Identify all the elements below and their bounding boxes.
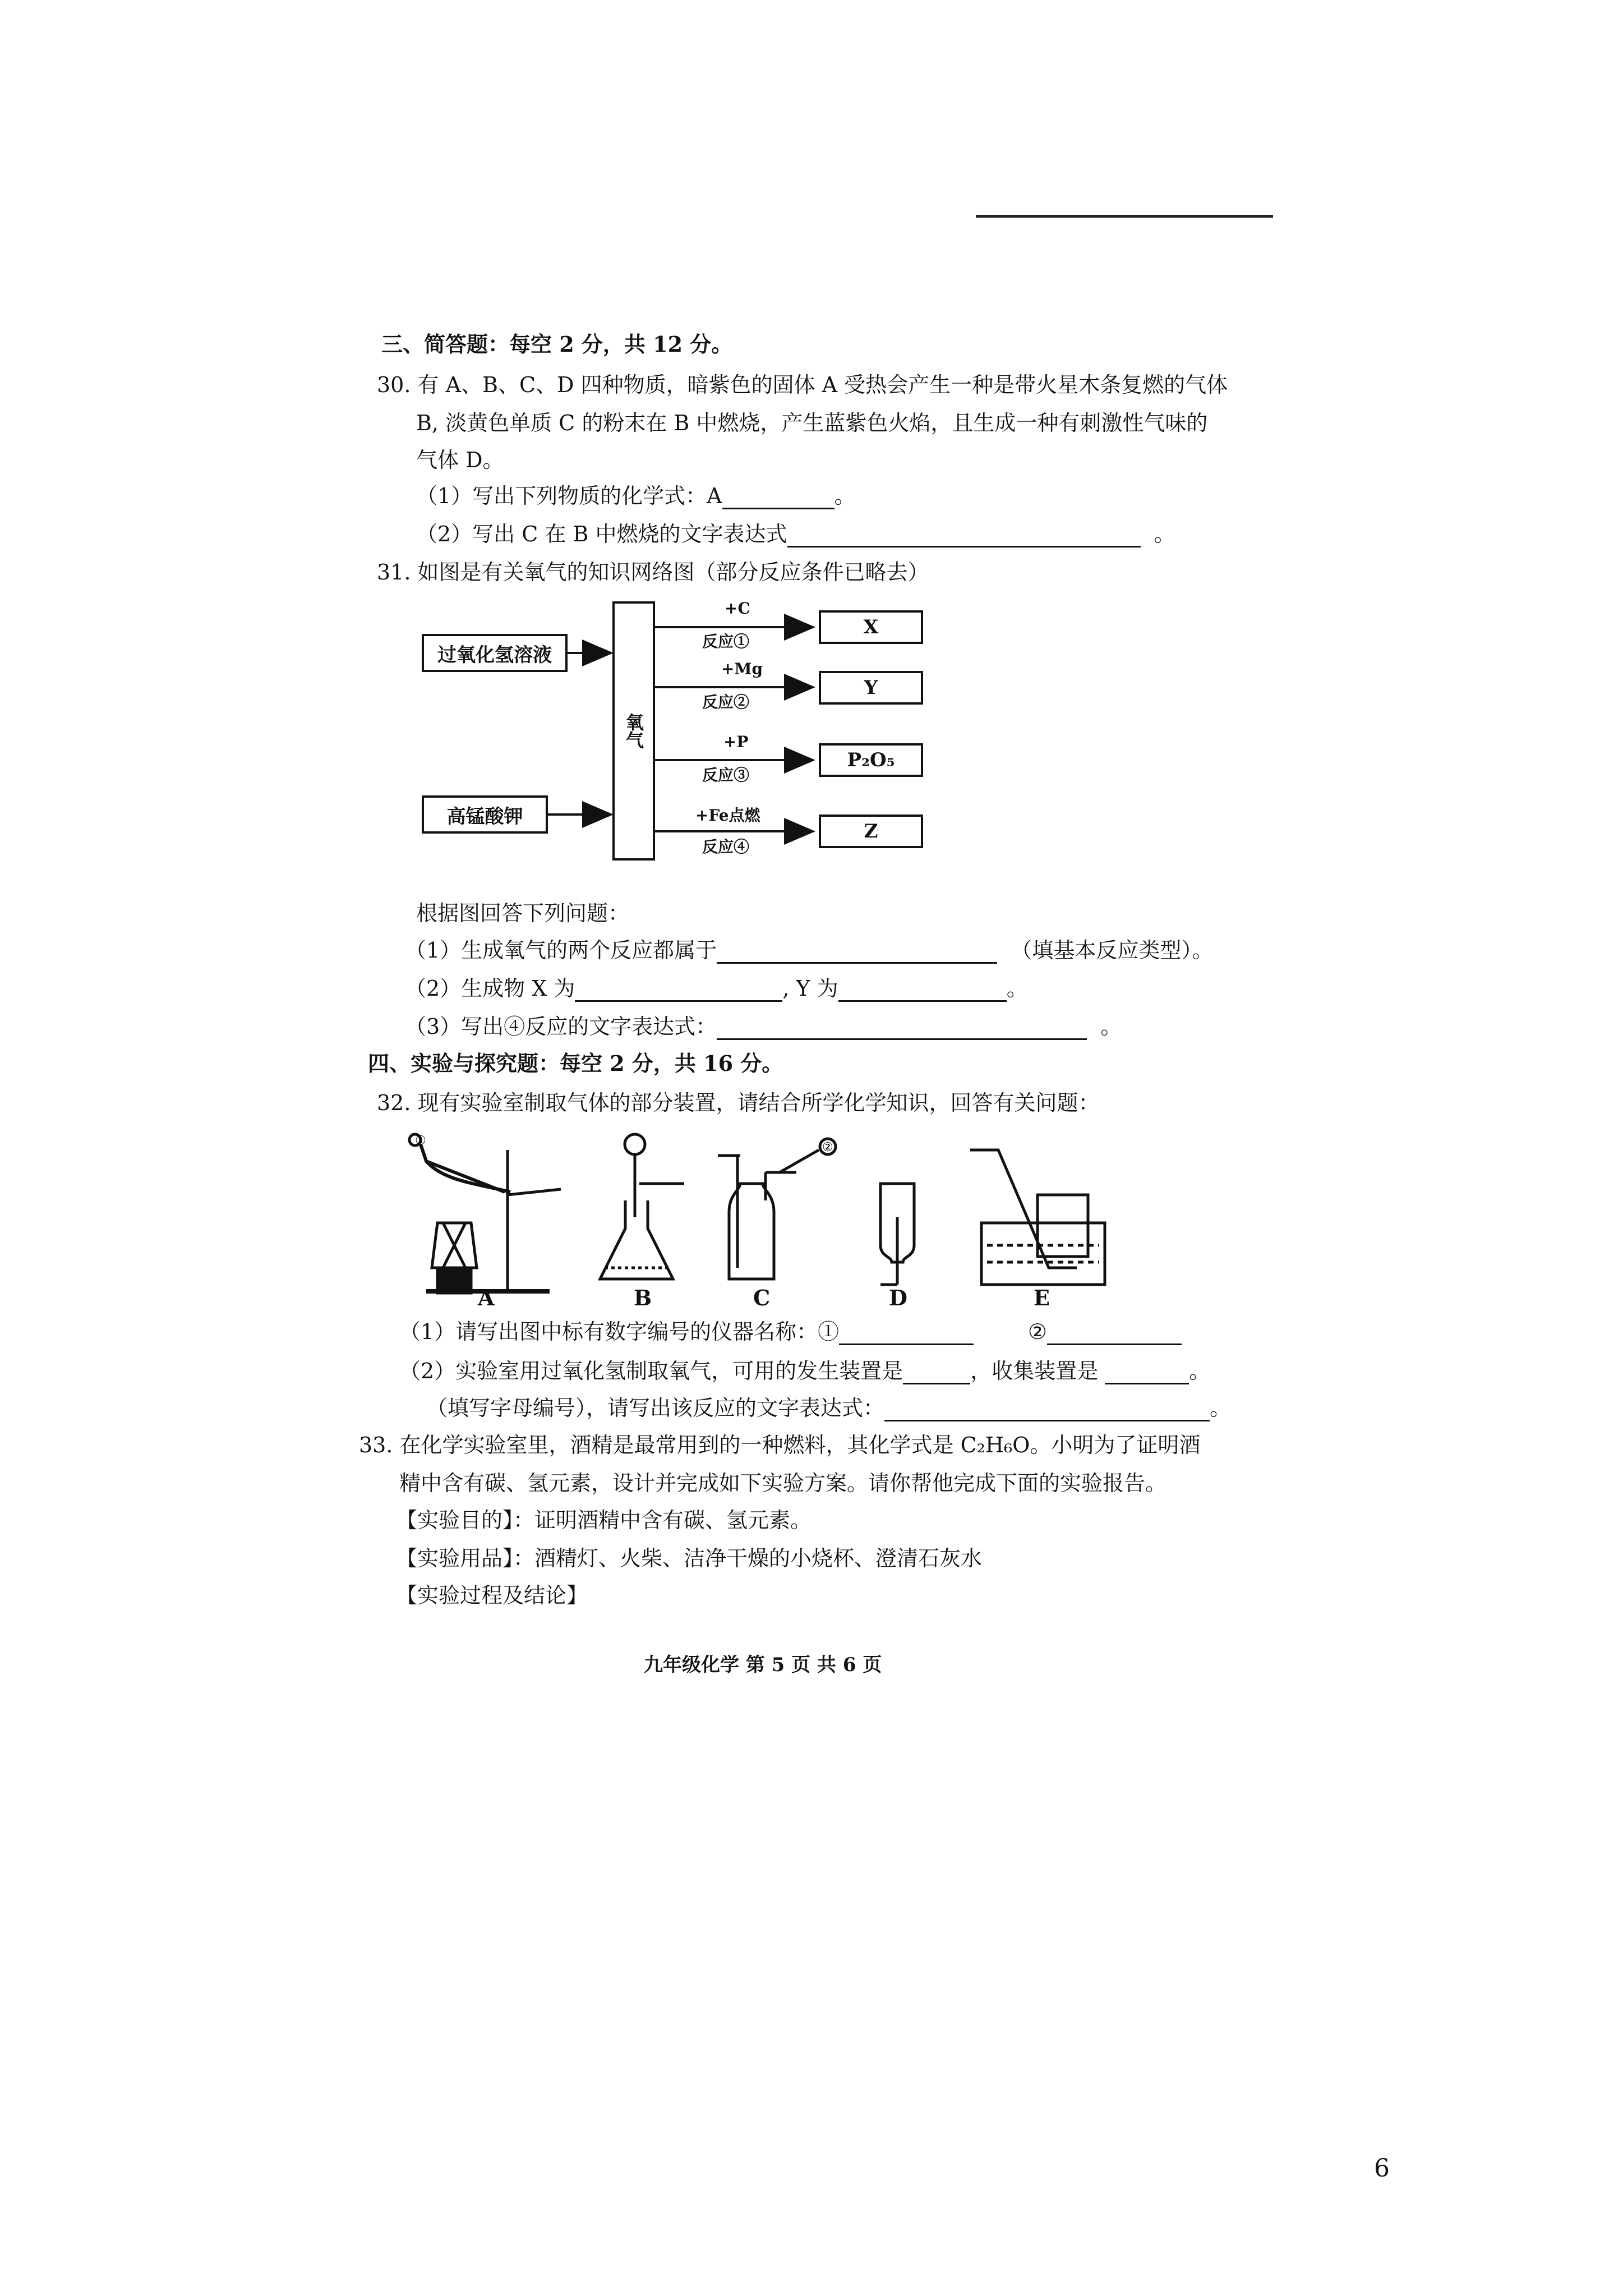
apparatus-a — [409, 1134, 561, 1293]
product-box-p2o5 — [819, 743, 923, 777]
q30-line1: 30. 有 A、B、C、D 四种物质，暗紫色的固体 A 受热会产生一种是带火星木条复燃的气体 — [377, 372, 1228, 397]
apparatus-label-e: E — [1034, 1285, 1050, 1310]
q31-sub2 — [405, 975, 1028, 1002]
q32-sub3-text: （填写字母编号），请写出该反应的文字表达式： — [426, 1396, 885, 1420]
apparatus-e — [970, 1150, 1105, 1285]
product-box-z — [819, 815, 923, 848]
apparatus-d — [880, 1184, 914, 1285]
page-footer: 九年级化学 第 5 页 共 6 页 — [644, 1654, 882, 1676]
q33-line2: 精中含有碳、氢元素，设计并完成如下实验方案。请你帮他完成下面的实验报告。 — [399, 1471, 1167, 1496]
label-mark1: ① — [415, 1134, 426, 1148]
product-x: X — [863, 616, 879, 638]
q32-sub2 — [399, 1358, 1210, 1384]
q33-line1: 33. 在化学实验室里，酒精是最常用到的一种燃料，其化学式是 C₂H₆O。小明为了证明酒 — [359, 1433, 1201, 1457]
q32-sub3-end: 。 — [1210, 1396, 1232, 1420]
q32-sub1-text: （1）请写出图中标有数字编号的仪器名称：① — [399, 1319, 840, 1344]
q32-sub3 — [426, 1395, 1231, 1421]
section3-heading: 三、简答题：每空 2 分，共 12 分。 — [381, 332, 733, 357]
product-p2o5: P₂O₅ — [847, 749, 895, 771]
q31-answer-type[interactable] — [717, 942, 997, 964]
reagent-3: +P — [723, 733, 749, 751]
q30-sub2-end: 。 — [1154, 522, 1175, 546]
apparatus-c — [718, 1139, 836, 1279]
q31-sub2a-text: （2）生成物 X 为 — [405, 976, 575, 1001]
page-number: 6 — [1374, 2154, 1390, 2183]
q32-answer-equation[interactable] — [884, 1400, 1210, 1421]
q32-answer-generator[interactable] — [903, 1363, 970, 1384]
q33-process: 【实验过程及结论】 — [396, 1583, 588, 1608]
q30-sub2-text: （2）写出 C 在 B 中燃烧的文字表达式 — [416, 522, 787, 546]
q31-sub3 — [405, 1013, 1122, 1040]
q33-purpose: 【实验目的】：证明酒精中含有碳、氢元素。 — [396, 1508, 812, 1533]
section4-heading: 四、实验与探究题：每空 2 分，共 16 分。 — [368, 1051, 783, 1076]
q32-sub2-text: （2）实验室用过氧化氢制取氧气，可用的发生装置是 — [399, 1359, 903, 1383]
source-label-kmno4: 高锰酸钾 — [446, 805, 523, 828]
q31-intro: 31. 如图是有关氧气的知识网络图（部分反应条件已略去） — [377, 560, 929, 585]
q31-answer-equation[interactable] — [717, 1018, 1087, 1040]
apparatus-label-d: D — [889, 1285, 907, 1310]
reaction-label-2: 反应② — [702, 693, 750, 711]
q31-prompt: 根据图回答下列问题： — [416, 901, 630, 926]
q31-answer-x[interactable] — [575, 980, 782, 1002]
q30-sub1-end: 。 — [834, 484, 856, 508]
q31-sub3-text: （3）写出④反应的文字表达式： — [405, 1014, 717, 1039]
q31-sub3-end: 。 — [1100, 1014, 1122, 1039]
product-y: Y — [864, 677, 878, 699]
apparatus-b — [600, 1134, 684, 1279]
reagent-2: +Mg — [721, 660, 763, 678]
reaction-label-3: 反应③ — [702, 766, 750, 784]
q31-sub1-text: （1）生成氧气的两个反应都属于 — [405, 938, 717, 963]
q33-materials: 【实验用品】：酒精灯、火柴、洁净干燥的小烧杯、澄清石灰水 — [396, 1546, 983, 1571]
apparatus-label-c: C — [753, 1285, 771, 1310]
reagent-1: +C — [725, 599, 750, 618]
q30-sub1-text: （1）写出下列物质的化学式：A — [416, 484, 722, 508]
q32-answer-1[interactable] — [839, 1323, 974, 1345]
label-mark2: ② — [822, 1140, 833, 1154]
oxygen-label: 氧气 — [623, 713, 644, 749]
q32-sub1-mid: ② — [1027, 1319, 1047, 1344]
q32-answer-collector[interactable] — [1105, 1363, 1189, 1384]
source-label-h2o2: 过氧化氢溶液 — [437, 643, 552, 666]
q31-sub2b-text: , Y 为 — [782, 976, 838, 1001]
q30-line2: B, 淡黄色单质 C 的粉末在 B 中燃烧，产生蓝紫色火焰，且生成一种有刺激性气味的 — [416, 411, 1208, 435]
reaction-label-1: 反应① — [702, 632, 750, 651]
q31-sub2-end: 。 — [1006, 976, 1028, 1001]
reagent-4: +Fe点燃 — [695, 806, 760, 825]
product-box-y — [819, 671, 923, 705]
q31-answer-y[interactable] — [838, 980, 1007, 1002]
product-box-x — [819, 610, 923, 644]
apparatus-label-a: A — [478, 1285, 495, 1310]
product-z: Z — [864, 820, 878, 843]
q32-sub1 — [399, 1318, 1182, 1345]
apparatus-label-b: B — [634, 1285, 652, 1310]
q31-sub1-end: （填基本反应类型）。 — [1011, 938, 1214, 963]
reaction-label-4: 反应④ — [702, 838, 750, 856]
q32-sub2-end: 。 — [1189, 1359, 1211, 1383]
q32-answer-2[interactable] — [1047, 1323, 1182, 1345]
q32-sub2-mid: ，收集装置是 — [970, 1359, 1099, 1383]
q32-intro: 32. 现有实验室制取气体的部分装置，请结合所学化学知识，回答有关问题： — [377, 1091, 1100, 1115]
q30-line3: 气体 D。 — [416, 448, 504, 472]
q31-sub1 — [405, 937, 1213, 964]
